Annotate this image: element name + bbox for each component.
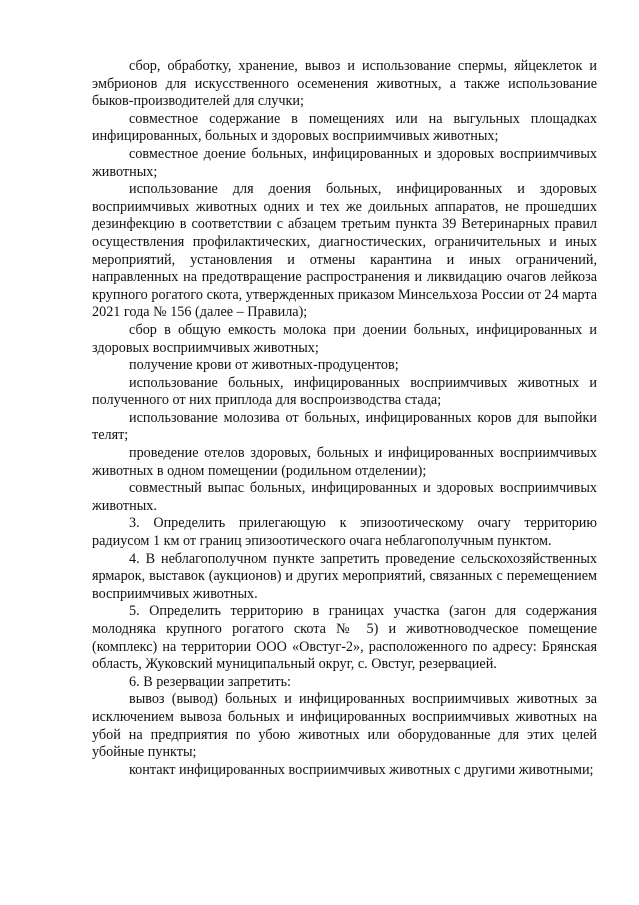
paragraph-blood-collection: получение крови от животных-продуцентов; (129, 357, 399, 374)
paragraph-joint-milking: совместное доение больных, инфицированных и здоровых восприимчивых животных; (92, 145, 597, 180)
paragraph-item-6: 6. В резервации запретить: (129, 673, 291, 690)
paragraph-export-ban: вывоз (вывод) больных и инфицированных восприимчивых животных за исключением вывоза больных и инфицированных восприимчивых животных на убой на предприятия по убою животных или оборудованные для этих целей убойные пункты; (92, 691, 597, 761)
paragraph-item-4: 4. В неблагополучном пункте запретить проведение сельскохозяйственных ярмарок, выставок (аукционов) и других мероприятий, связанных с перемещением восприимчивых животных. (92, 550, 597, 602)
paragraph-milking-equipment: использование для доения больных, инфицированных и здоровых восприимчивых животных одних и тех же доильных аппаратов, не прошедших дезинфекцию в соответствии с абзацем третьим пункта 39 Ветеринарных правил осуществления профилактических, диагностических, ограничительных и иных мероприятий, установления и отмены карантина и иных ограничений, направленных на предотвращение распространения и ликвидацию очагов лейкоза крупного рогатого скота, утвержденных приказом Минсельхоза России от 24 марта 2021 года № 156 (далее – Правила); (92, 181, 597, 321)
paragraph-joint-keeping: совместное содержание в помещениях или на выгульных площадках инфицированных, больных и здоровых восприимчивых животных; (92, 110, 597, 145)
paragraph-contact-ban: контакт инфицированных восприимчивых животных с другими животными; (129, 761, 594, 778)
paragraph-calving: проведение отелов здоровых, больных и инфицированных восприимчивых животных в одном помещении (родильном отделении); (92, 445, 597, 479)
paragraph-colostrum: использование молозива от больных, инфицированных коров для выпойки телят; (92, 409, 597, 444)
paragraph-semen-collection: сбор, обработку, хранение, вывоз и использование спермы, яйцеклеток и эмбрионов для искусственного осеменения животных, а также использование быков-производителей для случки; (92, 58, 597, 110)
paragraph-item-5: 5. Определить территорию в границах участка (загон для содержания молодняка крупного рогатого скота № 5) и животноводческое помещение (комплекс) на территории ООО «Овстуг-2», расположенного по адресу: Брянская область, Жуковский муниципальный округ, с. Овстуг, резервацией. (92, 603, 597, 673)
paragraph-grazing: совместный выпас больных, инфицированных и здоровых восприимчивых животных. (92, 480, 597, 514)
paragraph-milk-collection: сбор в общую емкость молока при доении больных, инфицированных и здоровых восприимчивых животных; (92, 321, 597, 356)
paragraph-reproduction: использование больных, инфицированных восприимчивых животных и полученного от них приплода для воспроизводства стада; (92, 374, 597, 409)
paragraph-item-3: 3. Определить прилегающую к эпизоотическому очагу территорию радиусом 1 км от границ эпизоотического очага неблагополучным пунктом. (92, 515, 597, 550)
